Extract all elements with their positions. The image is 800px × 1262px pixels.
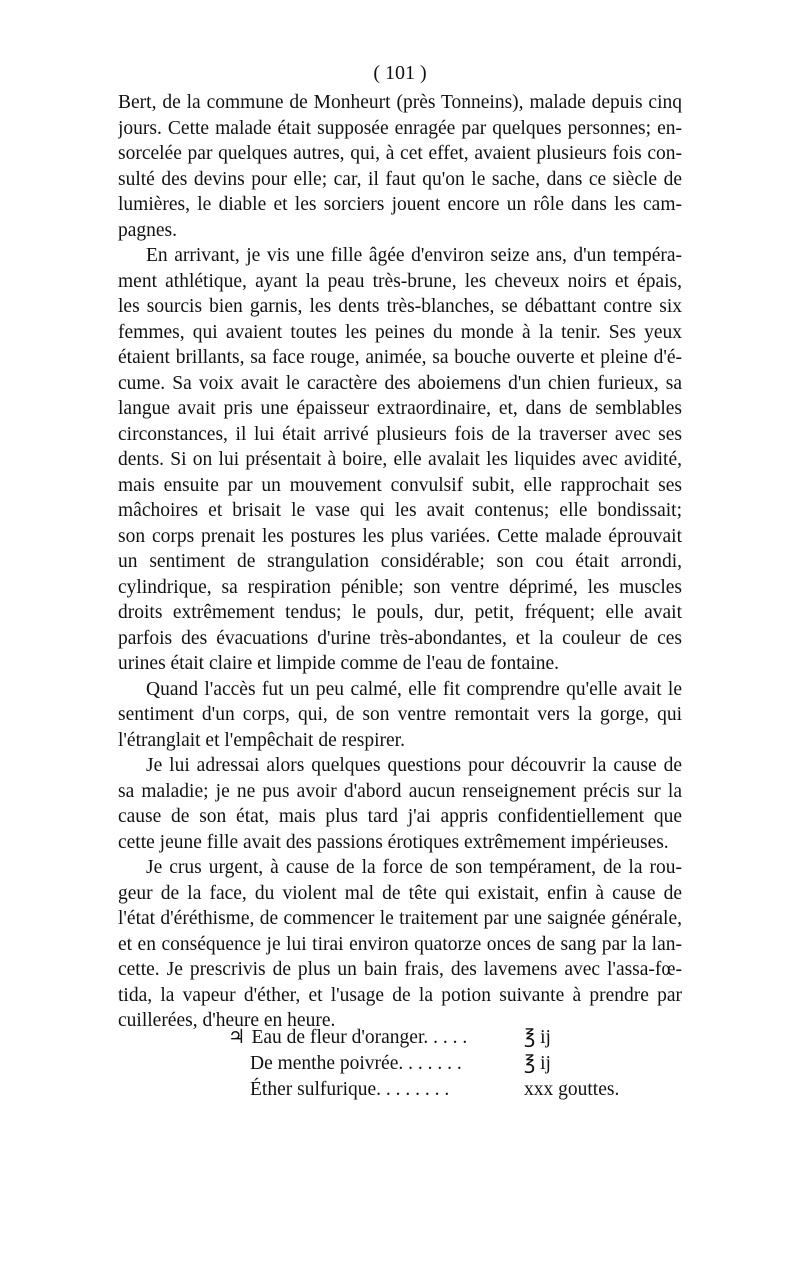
- text-line: mais ensuite par un mouvement convulsif subit, elle rapprochait ses: [118, 474, 682, 496]
- prescription-item-quantity: ℥ ij: [524, 1027, 551, 1048]
- prescription-line: [228, 1051, 638, 1077]
- text-line: sulté des devins pour elle; car, il faut qu'on le sache, dans ce siècle de: [118, 168, 682, 190]
- prescription-item-label: De menthe poivrée. . . . . . .: [250, 1053, 462, 1074]
- text-line: ment athlétique, ayant la peau très-brune, les cheveux noirs et épais,: [118, 270, 682, 292]
- prescription-item-quantity: xxx gouttes.: [524, 1079, 620, 1100]
- text-line: les sourcis bien garnis, les dents très-blanches, se débattant contre six: [118, 296, 682, 317]
- text-line: sa maladie; je ne pus avoir d'abord aucun renseignement précis sur la: [118, 780, 682, 802]
- prescription-item-label: ♃ Eau de fleur d'oranger. . . . .: [228, 1027, 468, 1048]
- prescription-item-label: Éther sulfurique. . . . . . . .: [250, 1079, 450, 1100]
- text-line: langue avait pris une épaisseur extraordinaire, et, dans de semblables: [118, 398, 682, 419]
- recipe-symbol-icon: ♃: [228, 1027, 246, 1048]
- text-line: En arrivant, je vis une fille âgée d'environ seize ans, d'un tempéra-: [146, 245, 682, 266]
- text-line: femmes, qui avaient toutes les peines du monde à la tenir. Ses yeux: [118, 321, 682, 343]
- text-line: l'état d'éréthisme, de commencer le traitement par une saignée générale,: [118, 908, 682, 929]
- text-line: circonstances, il lui était arrivé plusieurs fois de la traverser avec ses: [118, 423, 682, 445]
- text-line: cume. Sa voix avait le caractère des aboiemens d'un chien furieux, sa: [118, 372, 682, 394]
- text-line: et en conséquence je lui tirai environ quatorze onces de sang par la lan-: [118, 933, 682, 955]
- text-line: son corps prenait les postures les plus variées. Cette malade éprouvait: [118, 525, 682, 547]
- text-line: l'étranglait et l'empêchait de respirer.: [118, 729, 405, 751]
- text-line: cette jeune fille avait des passions érotiques extrêmement impérieuses.: [118, 831, 669, 853]
- text-line: jours. Cette malade était supposée enragée par quelques personnes; en-: [118, 117, 682, 139]
- text-line: étaient brillants, sa face rouge, animée, sa bouche ouverte et pleine d'é-: [118, 347, 682, 368]
- text-line: Bert, de la commune de Monheurt (près Tonneins), malade depuis cinq: [118, 92, 682, 113]
- text-line: geur de la face, du violent mal de tête qui existait, enfin à cause de: [118, 882, 682, 904]
- prescription: [228, 1025, 638, 1103]
- text-line: cuillerées, d'heure en heure.: [118, 1010, 336, 1031]
- text-line: droits extrêmement tendus; le pouls, dur, petit, fréquent; elle avait: [118, 602, 682, 623]
- text-line: mâchoires et brisait le vase qui les avait contenus; elle bondissait;: [118, 500, 682, 521]
- text-line: Je lui adressai alors quelques questions pour découvrir la cause de: [146, 755, 682, 776]
- text-line: Je crus urgent, à cause de la force de son tempérament, de la rou-: [146, 857, 682, 878]
- text-line: Quand l'accès fut un peu calmé, elle fit comprendre qu'elle avait le: [146, 678, 682, 700]
- text-line: pagnes.: [118, 219, 178, 241]
- text-line: cause de son état, mais plus tard j'ai appris confidentiellement que: [118, 806, 682, 827]
- text-line: un sentiment de strangulation considérable; son cou était arrondi,: [118, 551, 682, 572]
- prescription-line: [228, 1025, 638, 1051]
- text-line: cylindrique, sa respiration pénible; son ventre déprimé, les muscles: [118, 576, 682, 598]
- text-line: sorcelée par quelques autres, qui, à cet effet, avaient plusieurs fois con-: [118, 143, 682, 164]
- prescription-item-quantity: ℥ ij: [524, 1053, 551, 1074]
- text-line: dents. Si on lui présentait à boire, elle avalait les liquides avec avidité,: [118, 449, 682, 470]
- page-number: ( 101 ): [373, 62, 427, 84]
- text-line: cette. Je prescrivis de plus un bain frais, des lavemens avec l'assa-fœ-: [118, 959, 682, 980]
- text-line: tida, la vapeur d'éther, et l'usage de la potion suivante à prendre par: [118, 984, 682, 1006]
- text-line: parfois des évacuations d'urine très-abondantes, et la couleur de ces: [118, 627, 682, 649]
- text-line: urines était claire et limpide comme de l'eau de fontaine.: [118, 653, 559, 674]
- prescription-line: [228, 1077, 638, 1103]
- text-line: lumières, le diable et les sorciers jouent encore un rôle dans les cam-: [118, 194, 682, 215]
- text-line: sentiment d'un corps, qui, de son ventre remontait vers la gorge, qui: [118, 704, 682, 725]
- body-text: [118, 90, 682, 1034]
